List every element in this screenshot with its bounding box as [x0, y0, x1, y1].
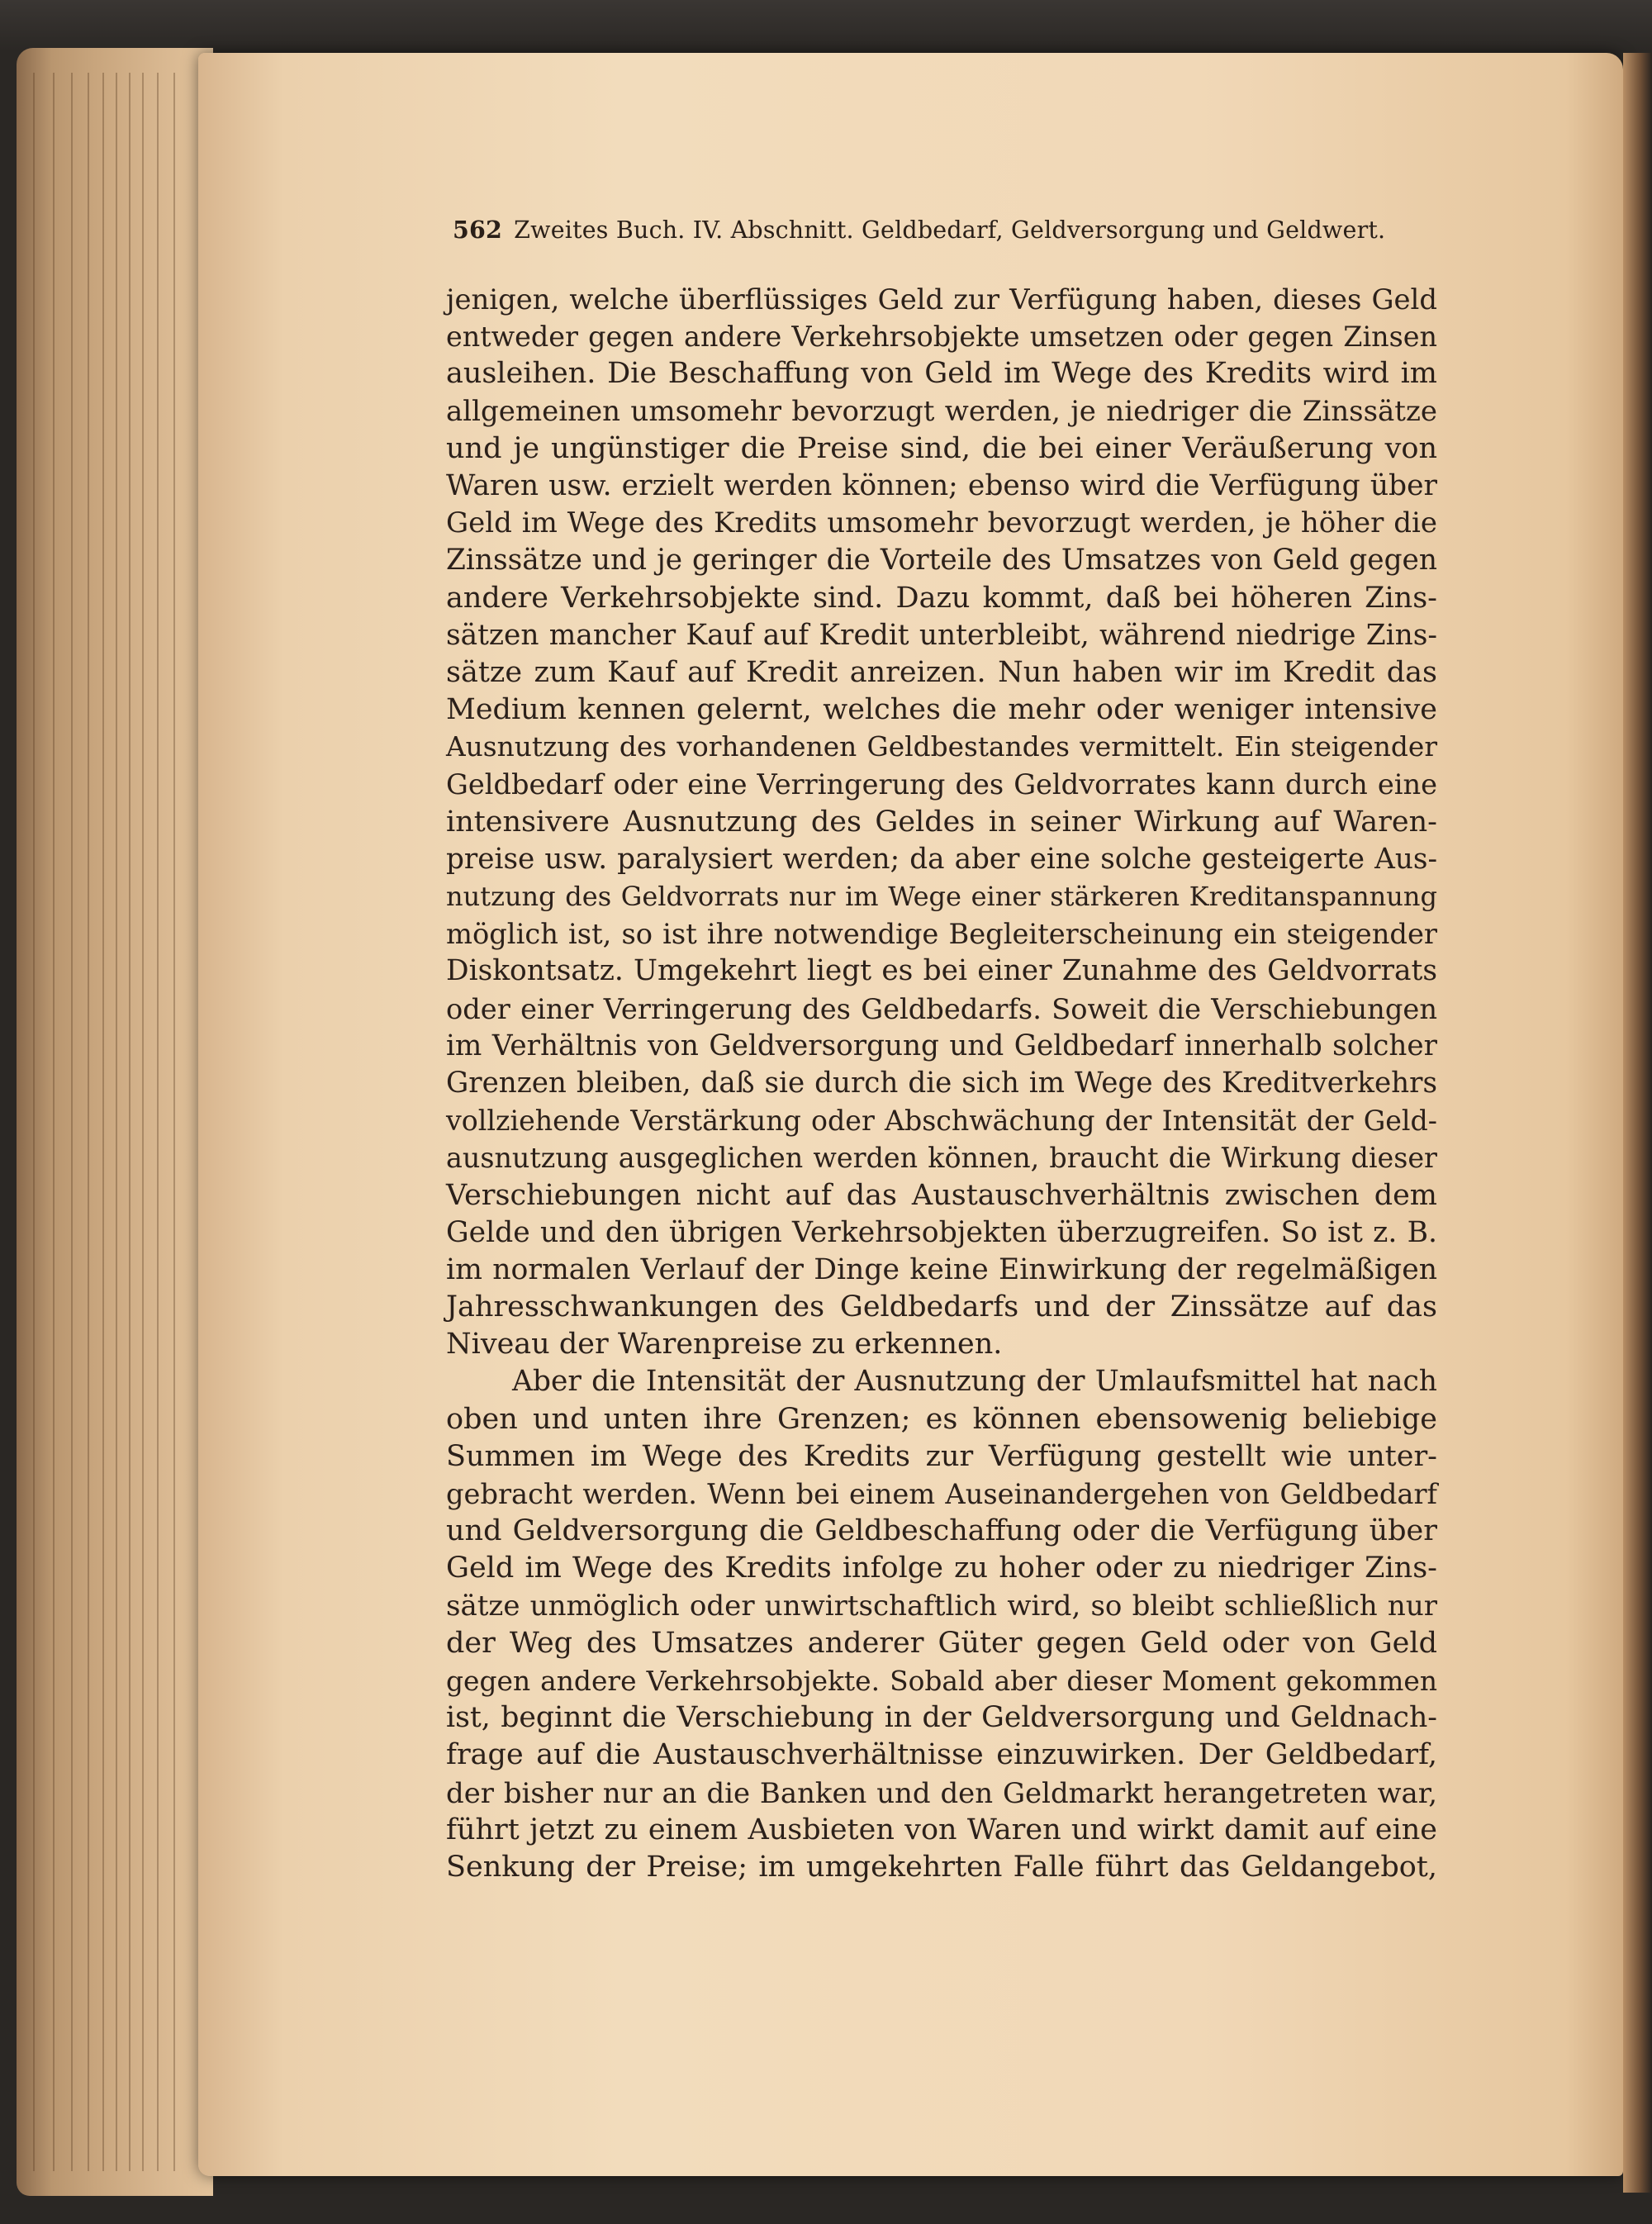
body-text	[446, 281, 1437, 1886]
text-line: andere Verkehrsobjekte sind. Dazu kommt, daß bei höheren Zins-	[446, 581, 1437, 615]
text-line: ausleihen. Die Beschaffung von Geld im Wege des Kredits wird im	[446, 357, 1437, 391]
text-line: Medium kennen gelernt, welches die mehr oder weniger intensive	[446, 693, 1437, 727]
text-line: gebracht werden. Wenn bei einem Auseinandergehen von Geldbedarf	[446, 1478, 1437, 1510]
text-line: gegen andere Verkehrsobjekte. Sobald aber dieser Moment gekommen	[446, 1664, 1437, 1697]
text-line: Jahresschwankungen des Geldbedarfs und der Zinssätze auf das	[446, 1290, 1437, 1324]
text-line: Ausnutzung des vorhandenen Geldbestandes vermittelt. Ein steigender	[446, 731, 1437, 763]
running-head	[453, 211, 1386, 248]
text-line: Diskontsatz. Umgekehrt liegt es bei einer Zunahme des Geldvorrats	[446, 954, 1437, 988]
text-line: Geld im Wege des Kredits infolge zu hoher oder zu niedriger Zins-	[446, 1552, 1437, 1585]
text-line: Niveau der Warenpreise zu erkennen.	[446, 1328, 1003, 1361]
text-line: Gelde und den übrigen Verkehrsobjekten überzugreifen. So ist z. B.	[446, 1215, 1437, 1249]
text-line: Geldbedarf oder eine Verringerung des Geldvorrates kann durch eine	[446, 768, 1437, 801]
text-line: Summen im Wege des Kredits zur Verfügung gestellt wie unter-	[446, 1439, 1437, 1473]
text-line: frage auf die Austauschverhältnisse einzuwirken. Der Geldbedarf,	[446, 1738, 1437, 1772]
text-line: sätzen mancher Kauf auf Kredit unterbleibt, während niedrige Zins-	[446, 618, 1437, 652]
text-line: Aber die Intensität der Ausnutzung der Umlaufsmittel hat nach	[512, 1365, 1437, 1399]
page-edge-line	[129, 73, 131, 2171]
text-line: ist, beginnt die Verschiebung in der Geldversorgung und Geldnach-	[446, 1701, 1437, 1735]
text-line: sätze unmöglich oder unwirtschaftlich wird, so bleibt schließlich nur	[446, 1589, 1437, 1623]
text-line: im normalen Verlauf der Dinge keine Einwirkung der regelmäßigen	[446, 1252, 1437, 1286]
text-line: ausnutzung ausgeglichen werden können, braucht die Wirkung dieser	[446, 1142, 1437, 1175]
text-line: und je ungünstiger die Preise sind, die bei einer Veräußerung von	[446, 431, 1437, 465]
page-edge-line	[88, 73, 89, 2171]
text-line: Waren usw. erzielt werden können; ebenso wird die Verfügung über	[446, 468, 1437, 502]
text-line: der bisher nur an die Banken und den Geldmarkt herangetreten war,	[446, 1776, 1437, 1809]
text-line: nutzung des Geldvorrats nur im Wege einer stärkeren Kreditanspannung	[446, 881, 1437, 912]
text-line: sätze zum Kauf auf Kredit anreizen. Nun haben wir im Kredit das	[446, 655, 1437, 689]
text-line: führt jetzt zu einem Ausbieten von Waren und wirkt damit auf eine	[446, 1813, 1437, 1846]
page-edge-line	[142, 73, 144, 2171]
text-line: oder einer Verringerung des Geldbedarfs. Soweit die Verschiebungen	[446, 992, 1437, 1025]
facing-page-edge	[1623, 53, 1652, 2193]
text-line: Zinssätze und je geringer die Vorteile des Umsatzes von Geld gegen	[446, 544, 1437, 577]
text-line: Verschiebungen nicht auf das Austauschverhältnis zwischen dem	[446, 1178, 1437, 1212]
page-edge-line	[173, 73, 175, 2171]
text-line: Grenzen bleiben, daß sie durch die sich im Wege des Kreditverkehrs	[446, 1066, 1437, 1100]
text-line: Geld im Wege des Kredits umsomehr bevorzugt werden, je höher die	[446, 506, 1437, 540]
cover-top-edge	[0, 0, 1652, 50]
text-line: im Verhältnis von Geldversorgung und Geldbedarf innerhalb solcher	[446, 1029, 1437, 1062]
page-edge-line	[102, 73, 104, 2171]
page-edge-line	[53, 73, 55, 2171]
page-edge-line	[33, 73, 35, 2171]
text-line: Senkung der Preise; im umgekehrten Falle führt das Geldangebot,	[446, 1850, 1437, 1884]
text-line: der Weg des Umsatzes anderer Güter gegen Geld oder von Geld	[446, 1626, 1437, 1660]
text-line: preise usw. paralysiert werden; da aber eine solche gesteigerte Aus-	[446, 842, 1437, 876]
page-number: 562	[453, 216, 503, 244]
page-edge-line	[116, 73, 117, 2171]
page-stack-edge	[17, 48, 213, 2196]
text-line: möglich ist, so ist ihre notwendige Begleiterscheinung ein steigender	[446, 918, 1437, 951]
text-line: oben und unten ihre Grenzen; es können ebensowenig beliebige	[446, 1402, 1437, 1436]
text-line: und Geldversorgung die Geldbeschaffung oder die Verfügung über	[446, 1514, 1437, 1548]
page-edge-line	[71, 73, 73, 2171]
page-edge-line	[157, 73, 159, 2171]
text-line: allgemeinen umsomehr bevorzugt werden, je niedriger die Zinssätze	[446, 394, 1437, 428]
text-line: jenigen, welche überflüssiges Geld zur Verfügung haben, dieses Geld	[446, 283, 1437, 316]
text-line: entweder gegen andere Verkehrsobjekte umsetzen oder gegen Zinsen	[446, 321, 1437, 354]
running-head-title: Zweites Buch. IV. Abschnitt. Geldbedarf, Geldversorgung und Geldwert.	[514, 216, 1386, 244]
text-line: vollziehende Verstärkung oder Abschwächung der Intensität der Geld-	[446, 1105, 1437, 1138]
text-line: intensivere Ausnutzung des Geldes in seiner Wirkung auf Waren-	[446, 805, 1437, 839]
